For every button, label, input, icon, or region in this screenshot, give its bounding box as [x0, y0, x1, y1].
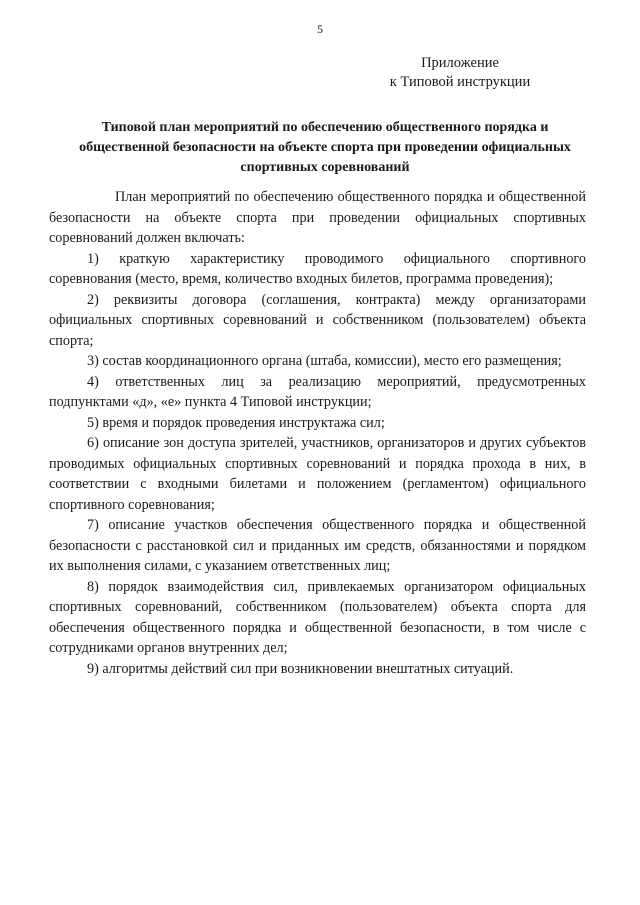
- page-number: 5: [317, 22, 323, 36]
- list-item-5: 5) время и порядок проведения инструктажа сил;: [87, 414, 385, 431]
- list-item-4: 4) ответственных лиц за реализацию мероприятий, предусмотренных подпунктами «д», «е» пункта 4 Типовой инструкции;: [49, 373, 586, 410]
- list-item-7: 7) описание участков обеспечения общественного порядка и общественной безопасности с расстановкой сил и приданных им средств, обязанностями и порядком их выполнения силами, с указанием ответственных лиц;: [49, 517, 586, 574]
- list-item-1: 1) краткую характеристику проводимого официального спортивного соревнования (место, время, количество входных билетов, программа проведения);: [49, 250, 586, 287]
- title-line-2: общественной безопасности на объекте спорта при проведении официальных: [79, 140, 571, 155]
- list-item-8: 8) порядок взаимодействия сил, привлекаемых организатором официальных спортивных соревнований, собственником (пользователем) объекта спорта для обеспечения общественного порядка и общественной безопасности, в том числе с сотрудниками органов внутренних дел;: [49, 578, 586, 656]
- appendix-reference: к Типовой инструкции: [389, 74, 531, 90]
- document-title: [60, 118, 590, 178]
- title-line-1: Типовой план мероприятий по обеспечению общественного порядка и: [101, 120, 549, 135]
- appendix-label: Приложение: [421, 55, 499, 71]
- list-item-2: 2) реквизиты договора (соглашения, контракта) между организаторами официальных спортивных соревнований и собственником (пользователем) объекта спорта;: [49, 291, 586, 349]
- title-line-3: спортивных соревнований: [240, 160, 410, 175]
- appendix-header: [360, 54, 560, 92]
- document-body: [49, 187, 586, 679]
- list-item-3: 3) состав координационного органа (штаба, комиссии), место его размещения;: [87, 353, 562, 369]
- list-item-9: 9) алгоритмы действий сил при возникновении внештатных ситуаций.: [87, 660, 514, 677]
- intro-paragraph: План мероприятий по обеспечению общественного порядка и общественной безопасности на объекте спорта при проведении официальных спортивных соревнований должен включать:: [49, 189, 586, 246]
- list-item-6: 6) описание зон доступа зрителей, участников, организаторов и других субъектов проводимых официальных спортивных соревнований и порядка прохода в них, в соответствии с входными билетами и положением (регламентом) официального спортивного соревнования;: [49, 435, 586, 513]
